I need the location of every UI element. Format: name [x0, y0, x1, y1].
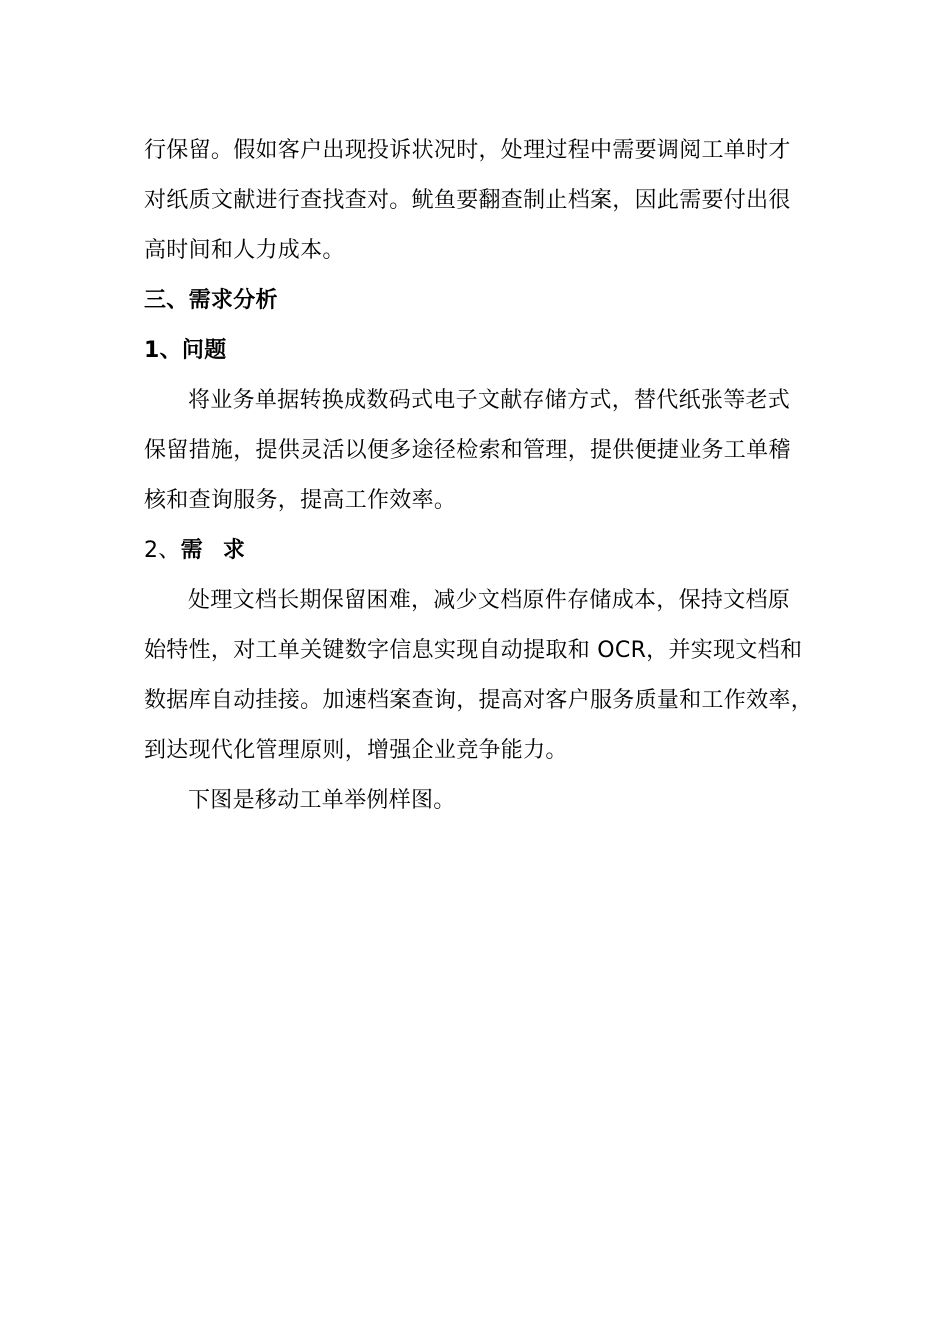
subheading-need-char-1: 需 — [180, 538, 203, 563]
paragraph-2-line-3: 核和查询服务，提高工作效率。 — [144, 488, 457, 513]
paragraph-1-line-1: 行保留。假如客户出现投诉状况时，处理过程中需要调阅工单时才 — [144, 138, 791, 163]
subheading-need — [144, 536, 245, 566]
paragraph-1-line-2: 对纸质文献进行查找查对。鱿鱼要翻查制止档案，因此需要付出很 — [144, 188, 791, 213]
paragraph-2-line-1: 将业务单据转换成数码式电子文献存储方式，替代纸张等老式 — [188, 388, 791, 413]
paragraph-2-line-2: 保留措施，提供灵活以便多途径检索和管理，提供便捷业务工单稽 — [144, 438, 791, 463]
paragraph-3-line-2: 始特性，对工单关键数字信息实现自动提取和 OCR，并实现文档和 — [144, 638, 803, 663]
subheading-need-number: 2、 — [144, 538, 181, 563]
subheading-problem: 1、问题 — [144, 338, 227, 363]
paragraph-4: 下图是移动工单举例样图。 — [188, 788, 456, 813]
paragraph-3-line-1: 处理文档长期保留困难，减少文档原件存储成本，保持文档原 — [188, 588, 791, 613]
paragraph-3-line-3: 数据库自动挂接。加速档案查询，提高对客户服务质量和工作效率， — [144, 688, 814, 713]
paragraph-1-line-3: 高时间和人力成本。 — [144, 238, 345, 263]
paragraph-3-line-4: 到达现代化管理原则，增强企业竞争能力。 — [144, 738, 568, 763]
section-heading: 三、需求分析 — [144, 288, 278, 313]
subheading-need-char-2: 求 — [222, 538, 246, 563]
